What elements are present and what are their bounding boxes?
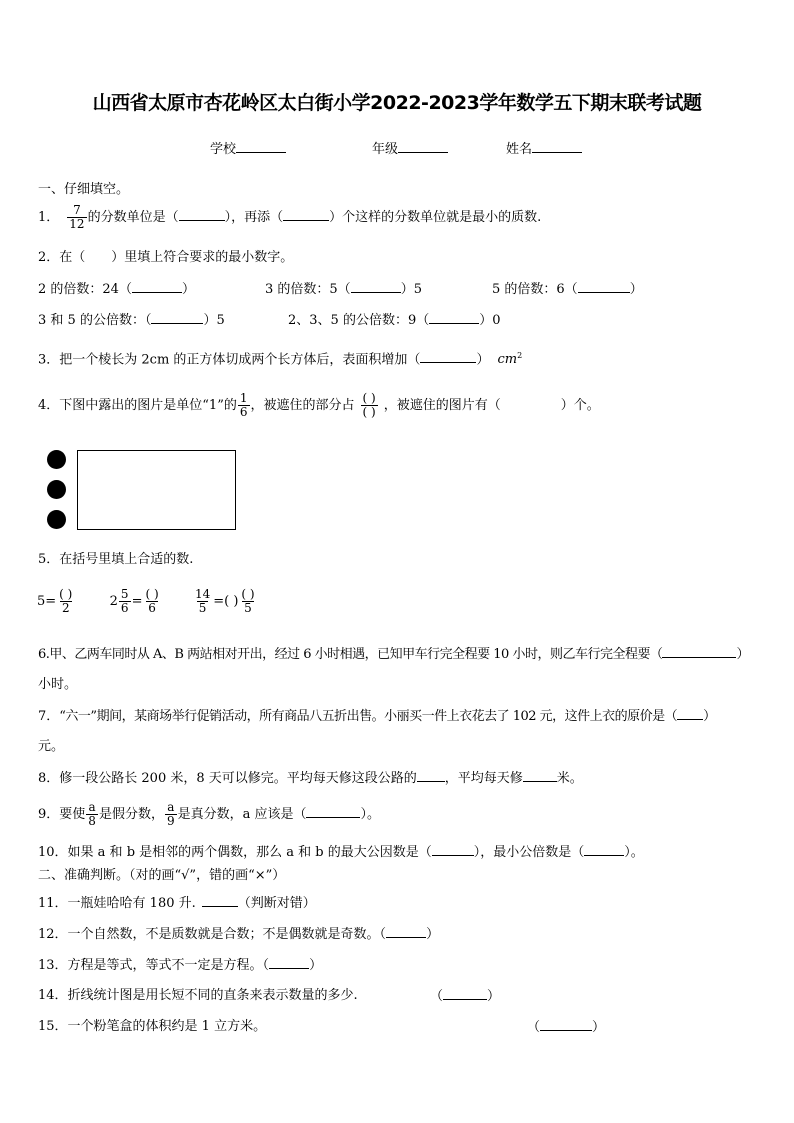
circle-3 bbox=[47, 510, 66, 529]
answer-blank[interactable] bbox=[523, 769, 557, 782]
answer-blank[interactable] bbox=[443, 987, 487, 1000]
question-15: 15．一个粉笔盒的体积约是 1 立方米。 bbox=[38, 1019, 267, 1034]
answer-blank[interactable] bbox=[306, 805, 360, 818]
answer-blank[interactable] bbox=[386, 925, 426, 938]
answer-blank[interactable] bbox=[151, 311, 203, 324]
question-6-line-2: 小时。 bbox=[38, 677, 78, 692]
question-7: 7．“六一”期间，某商场举行促销活动，所有商品八五折出售。小丽买一件上衣花去了 102 元，这件上衣的原价是（ ） bbox=[38, 709, 717, 724]
question-9: 9．要使 $\frac{a}{8}$ 是假分数， $\frac{a}{9}$ 是真分数，a 应该是（ ）。 bbox=[38, 800, 380, 828]
circle-2 bbox=[47, 480, 66, 499]
section-2-heading: 二、准确判断。（对的画“√”，错的画“×”） bbox=[38, 868, 286, 883]
question-3: 3．把一个棱长为 2cm 的正方体切成两个长方体后，表面积增加（ ） $cm^2$ bbox=[38, 351, 523, 368]
question-2-row-1b: 3 的倍数：5（ ）5 bbox=[265, 282, 422, 297]
school-field[interactable]: 学校 bbox=[210, 140, 286, 159]
fraction: $\frac{a}{9}$ bbox=[166, 800, 175, 828]
question-7-line-2: 元。 bbox=[38, 739, 65, 754]
circle-1 bbox=[47, 450, 66, 469]
cover-rectangle bbox=[77, 450, 236, 530]
question-6: 6.甲、乙两车同时从 A、B 两站相对开出，经过 6 小时相遇，已知甲车行完全程要 10 小时，则乙车行完全程要（ ） bbox=[38, 647, 750, 662]
question-2: 2．在（ ）里填上符合要求的最小数字。 bbox=[38, 250, 294, 265]
fraction: $\frac{5}{6}$ bbox=[120, 587, 129, 615]
question-2-row-1c: 5 的倍数：6（ ） bbox=[492, 282, 643, 297]
whole-blank[interactable]: ( ) bbox=[224, 594, 239, 609]
grade-field[interactable]: 年级 bbox=[372, 140, 448, 159]
section-1-heading: 一、仔细填空。 bbox=[38, 182, 130, 197]
question-1: 1． $\frac{7}{12}$ 的分数单位是（ ），再添（ ）个这样的分数单位就是最小的质数. bbox=[38, 203, 542, 231]
answer-blank[interactable] bbox=[420, 350, 476, 363]
fraction: $\frac{1}{6}$ bbox=[239, 391, 248, 419]
fraction-blank[interactable]: $\frac{( )}{2}$ bbox=[59, 587, 73, 615]
fraction: $\frac{a}{8}$ bbox=[88, 800, 96, 828]
question-5-equations: 5= $\frac{( )}{2}$ 2 $\frac{5}{6}$ = $\frac{( )}{6}$ $\frac{14}{5}$ =( ) $\frac{( )}{5}$ bbox=[37, 587, 255, 615]
fraction-blank[interactable]: $\frac{( )}{( )}$ bbox=[362, 391, 376, 419]
answer-blank[interactable] bbox=[132, 280, 182, 293]
question-10: 10．如果 a 和 b 是相邻的两个偶数，那么 a 和 b 的最大公因数是（ ），最小公倍数是（ ）。 bbox=[38, 845, 644, 860]
question-14: 14．折线统计图是用长短不同的直条来表示数量的多少. bbox=[38, 988, 358, 1003]
question-15-answer: （ ） bbox=[527, 1020, 606, 1035]
question-13: 13．方程是等式，等式不一定是方程。（ ） bbox=[38, 958, 323, 973]
answer-blank[interactable] bbox=[269, 956, 309, 969]
answer-blank[interactable] bbox=[429, 311, 479, 324]
answer-blank[interactable] bbox=[417, 769, 445, 782]
fraction: $\frac{14}{5}$ bbox=[194, 587, 211, 615]
answer-blank[interactable] bbox=[283, 208, 329, 221]
answer-blank[interactable] bbox=[677, 707, 703, 720]
fraction-blank[interactable]: $\frac{( )}{6}$ bbox=[145, 587, 159, 615]
answer-blank[interactable] bbox=[578, 280, 630, 293]
question-8: 8．修一段公路长 200 米，8 天可以修完。平均每天修这段公路的 ，平均每天修 米。 bbox=[38, 771, 583, 786]
answer-blank[interactable] bbox=[432, 843, 474, 856]
name-field[interactable]: 姓名 bbox=[506, 140, 582, 159]
answer-blank[interactable] bbox=[202, 894, 238, 907]
question-2-row-2: 3 和 5 的公倍数：（ ）5 bbox=[38, 313, 225, 328]
answer-blank[interactable] bbox=[662, 645, 736, 658]
fraction: $\frac{7}{12}$ bbox=[69, 203, 85, 231]
answer-blank[interactable] bbox=[179, 208, 225, 221]
question-5: 5．在括号里填上合适的数. bbox=[38, 552, 194, 567]
answer-blank[interactable] bbox=[351, 280, 401, 293]
question-11: 11．一瓶娃哈哈有 180 升. （判断对错） bbox=[38, 896, 316, 911]
answer-blank[interactable] bbox=[540, 1018, 592, 1031]
fraction-blank[interactable]: $\frac{( )}{5}$ bbox=[241, 587, 255, 615]
question-2-row-1: 2 的倍数：24（ ） bbox=[38, 282, 195, 297]
question-2-row-2b: 2、3、5 的公倍数：9（ ）0 bbox=[288, 313, 501, 328]
question-14-answer: （ ） bbox=[430, 989, 501, 1004]
question-12: 12．一个自然数，不是质数就是合数；不是偶数就是奇数。（ ） bbox=[38, 927, 440, 942]
page-title: 山西省太原市杏花岭区太白街小学2022-2023学年数学五下期末联考试题 bbox=[92, 92, 702, 114]
question-4: 4．下图中露出的图片是单位“1”的 $\frac{1}{6}$ ，被遮住的部分占 $\frac{( )}{( )}$ ，被遮住的图片有（ ）个。 bbox=[38, 391, 600, 419]
answer-blank[interactable] bbox=[584, 843, 624, 856]
